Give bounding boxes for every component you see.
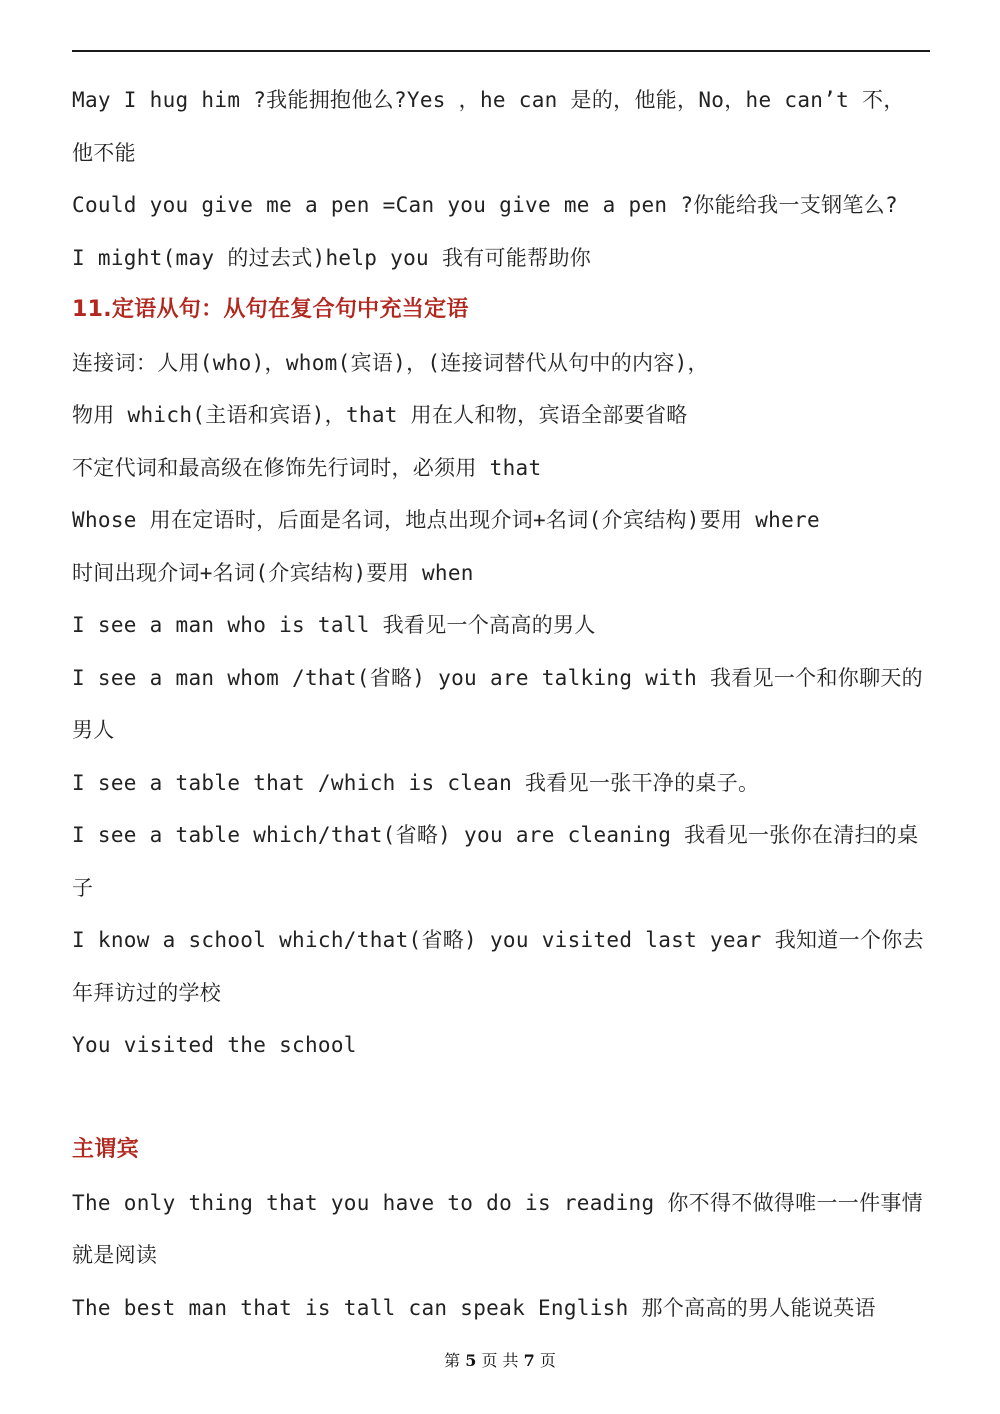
text-line: Could you give me a pen =Can you give me a pen ?你能给我一支钢笔么? <box>72 193 898 217</box>
text-line: 不定代词和最高级在修饰先行词时，必须用 that <box>72 455 542 480</box>
text-line: 就是阅读 <box>72 1243 158 1267</box>
blank-line <box>72 1072 932 1125</box>
text-line: 男人 <box>72 718 115 742</box>
text-line: I might(may 的过去式)help you 我有可能帮助你 <box>72 245 592 270</box>
text-line: I see a table which/that(省略) you are cleaning 我看见一张你在清扫的桌 <box>72 823 919 847</box>
footer-prefix: 第 <box>444 1351 461 1370</box>
text-line: You visited the school <box>72 1033 357 1057</box>
text-line: 年拜访过的学校 <box>72 980 222 1005</box>
text-line: I see a man who is tall 我看见一个高高的男人 <box>72 613 596 637</box>
text-line: 物用 which(主语和宾语)，that 用在人和物，宾语全部要省略 <box>72 403 688 427</box>
text-line: 子 <box>72 875 94 900</box>
total-pages: 7 <box>523 1351 535 1370</box>
page-number: 5 <box>465 1351 477 1370</box>
section-heading: 11.定语从句：从句在复合句中充当定语 <box>72 297 469 322</box>
text-line: 时间出现介词+名词(介宾结构)要用 when <box>72 560 474 585</box>
text-line: I see a man whom /that(省略) you are talking with 我看见一个和你聊天的 <box>72 665 923 690</box>
text-line: I see a table that /which is clean 我看见一张干净的桌子。 <box>72 770 760 795</box>
text-line: May I hug him ?我能拥抱他么?Yes ，he can 是的，他能，No，he can’t 不， <box>72 88 905 112</box>
text-line: The best man that is tall can speak English 那个高高的男人能说英语 <box>72 1295 876 1320</box>
document-body <box>72 74 932 1334</box>
text-line: 连接词：人用(who)，whom(宾语)，(连接词替代从句中的内容)， <box>72 350 709 375</box>
header-rule <box>72 50 930 52</box>
footer-middle: 页 共 <box>481 1351 519 1370</box>
footer-suffix: 页 <box>539 1351 556 1370</box>
text-line: The only thing that you have to do is reading 你不得不做得唯一一件事情 <box>72 1190 923 1215</box>
text-line: 他不能 <box>72 140 136 165</box>
page-footer <box>0 1348 1000 1371</box>
text-line: Whose 用在定语时，后面是名词，地点出现介词+名词(介宾结构)要用 where <box>72 508 820 532</box>
section-heading: 主谓宾 <box>72 1137 139 1162</box>
text-line: I know a school which/that(省略) you visited last year 我知道一个你去 <box>72 928 924 952</box>
